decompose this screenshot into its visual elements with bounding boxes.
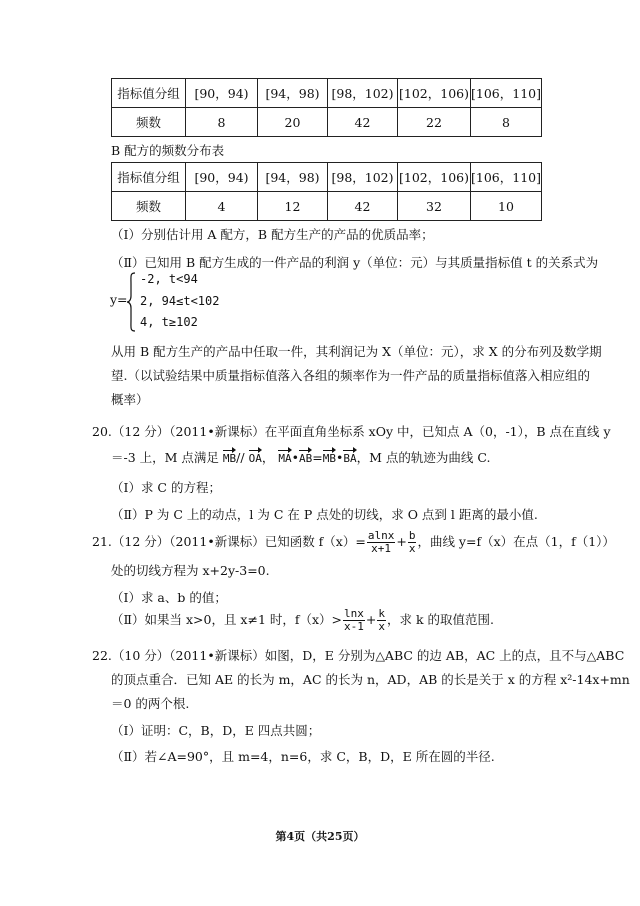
fraction bbox=[408, 530, 417, 555]
q20-stem-line1: 20.（12 分）（2011•新课标）在平面直角坐标系 xOy 中，已知点 A（0，-1），B 点在直线 y bbox=[92, 424, 611, 439]
plus-sign: + bbox=[365, 612, 377, 627]
denominator: x+1 bbox=[371, 542, 392, 555]
table-cell: 8 bbox=[471, 108, 542, 137]
frequency-table-b bbox=[111, 162, 542, 221]
table-cell: [94，98) bbox=[258, 79, 328, 108]
q19-part3-line2: 望.（以试验结果中质量指标值落入各组的频率作为一件产品的质量指标值落入相应组的 bbox=[111, 368, 590, 383]
piecewise-lhs: y= bbox=[110, 292, 128, 307]
q21-stem-line2: 处的切线方程为 x+2y-3=0. bbox=[111, 563, 270, 578]
table-cell: 20 bbox=[258, 108, 328, 137]
q22-stem-line1: 22.（10 分）（2011•新课标）如图，D，E 分别为△ABC 的边 AB，AC 上的点，且不与△ABC bbox=[92, 648, 625, 663]
table-cell: 10 bbox=[471, 192, 542, 221]
fraction bbox=[367, 530, 396, 555]
piecewise-case-3: 4, t≥102 bbox=[140, 315, 198, 329]
q21-text: 21.（12 分）（2011•新课标）已知函数 f（x）= bbox=[92, 534, 366, 549]
table-cell: 指标值分组 bbox=[112, 163, 186, 192]
table-cell: [106，110] bbox=[471, 79, 542, 108]
table-cell: [98，102) bbox=[328, 163, 398, 192]
table-cell: 4 bbox=[186, 192, 258, 221]
table-cell: [106，110] bbox=[471, 163, 542, 192]
vector-mb: MB bbox=[223, 449, 236, 465]
q19-part3-line1: 从用 B 配方生产的产品中任取一件，其利润记为 X（单位：元），求 X 的分布列及数学期 bbox=[111, 344, 602, 359]
table-cell: [102，106) bbox=[398, 79, 471, 108]
equals-sign: = bbox=[312, 450, 323, 465]
table-caption: B 配方的频数分布表 bbox=[111, 143, 225, 158]
table-cell: 12 bbox=[258, 192, 328, 221]
parallel-symbol: // bbox=[236, 450, 245, 465]
vector-oa: OA bbox=[249, 449, 262, 465]
piecewise-case-1: -2, t<94 bbox=[140, 272, 198, 286]
denominator: x bbox=[378, 620, 386, 633]
q21-text: （Ⅱ）如果当 x>0，且 x≠1 时，f（x）> bbox=[111, 612, 343, 627]
fraction bbox=[343, 608, 365, 633]
q21-text-end: ，求 k 的取值范围. bbox=[387, 612, 495, 627]
q21-stem-line1 bbox=[92, 530, 615, 555]
q20-part1: （Ⅰ）求 C 的方程； bbox=[111, 480, 221, 495]
table-cell: [90，94) bbox=[186, 79, 258, 108]
q20-stem-line2 bbox=[111, 448, 490, 466]
table-cell: [94，98) bbox=[258, 163, 328, 192]
table-cell: 42 bbox=[328, 108, 398, 137]
dot-operator: • bbox=[335, 450, 344, 465]
q22-stem-line3: ＝0 的两个根. bbox=[111, 696, 190, 711]
table-row bbox=[112, 79, 542, 108]
table-cell: 指标值分组 bbox=[112, 79, 186, 108]
page-number: 第4页（共25页） bbox=[275, 830, 365, 843]
table-cell: 32 bbox=[398, 192, 471, 221]
numerator: k bbox=[378, 607, 386, 620]
table-row bbox=[112, 108, 542, 137]
numerator: alnx bbox=[367, 529, 395, 542]
frequency-table-a bbox=[111, 78, 542, 137]
vector-mb-2: MB bbox=[323, 449, 336, 465]
q21-text-end: ，曲线 y=f（x）在点（1，f（1）） bbox=[417, 534, 615, 549]
table-cell: 42 bbox=[328, 192, 398, 221]
piecewise-case-2: 2, 94≤t<102 bbox=[140, 294, 220, 308]
vector-ba: BA bbox=[343, 449, 356, 465]
left-brace-icon bbox=[126, 272, 136, 332]
vector-ma: MA bbox=[278, 449, 291, 465]
dot-operator: • bbox=[291, 450, 299, 465]
q20-part2: （Ⅱ）P 为 C 上的动点，l 为 C 在 P 点处的切线，求 O 点到 l 距离的最小值. bbox=[111, 507, 538, 522]
q21-part2 bbox=[111, 608, 494, 633]
q19-part2: （Ⅱ）已知用 B 配方生成的一件产品的利润 y（单位：元）与其质量指标值 t 的关系式为 bbox=[111, 255, 599, 270]
table-cell: 22 bbox=[398, 108, 471, 137]
table-cell: 频数 bbox=[112, 108, 186, 137]
q20-text: ＝-3 上，M 点满足 bbox=[111, 450, 219, 465]
vector-ab: AB bbox=[299, 449, 312, 465]
table-cell: [98，102) bbox=[328, 79, 398, 108]
q19-part3-line3: 概率） bbox=[111, 392, 149, 407]
denominator: x bbox=[408, 542, 416, 555]
table-row bbox=[112, 192, 542, 221]
table-row bbox=[112, 163, 542, 192]
q22-part1: （Ⅰ）证明：C，B，D，E 四点共圆； bbox=[111, 723, 321, 738]
numerator: b bbox=[408, 529, 416, 542]
q22-stem-line2: 的顶点重合．已知 AE 的长为 m，AC 的长为 n，AD，AB 的长是关于 x 的方程 x²-14x+mn bbox=[111, 672, 630, 687]
q21-part1: （Ⅰ）求 a、b 的值； bbox=[111, 590, 227, 605]
fraction bbox=[377, 608, 386, 633]
table-cell: 8 bbox=[186, 108, 258, 137]
table-cell: [90，94) bbox=[186, 163, 258, 192]
q19-part1: （Ⅰ）分别估计用 A 配方，B 配方生产的产品的优质品率； bbox=[111, 227, 434, 242]
numerator: lnx bbox=[344, 607, 364, 620]
denominator: x-1 bbox=[344, 620, 364, 633]
q20-text-end: ，M 点的轨迹为曲线 C. bbox=[356, 450, 491, 465]
plus-sign: + bbox=[396, 534, 407, 549]
q22-part2: （Ⅱ）若∠A=90°，且 m=4，n=6，求 C，B，D，E 所在圆的半径. bbox=[111, 749, 495, 764]
comma: ， bbox=[261, 450, 275, 465]
table-cell: 频数 bbox=[112, 192, 186, 221]
table-cell: [102，106) bbox=[398, 163, 471, 192]
